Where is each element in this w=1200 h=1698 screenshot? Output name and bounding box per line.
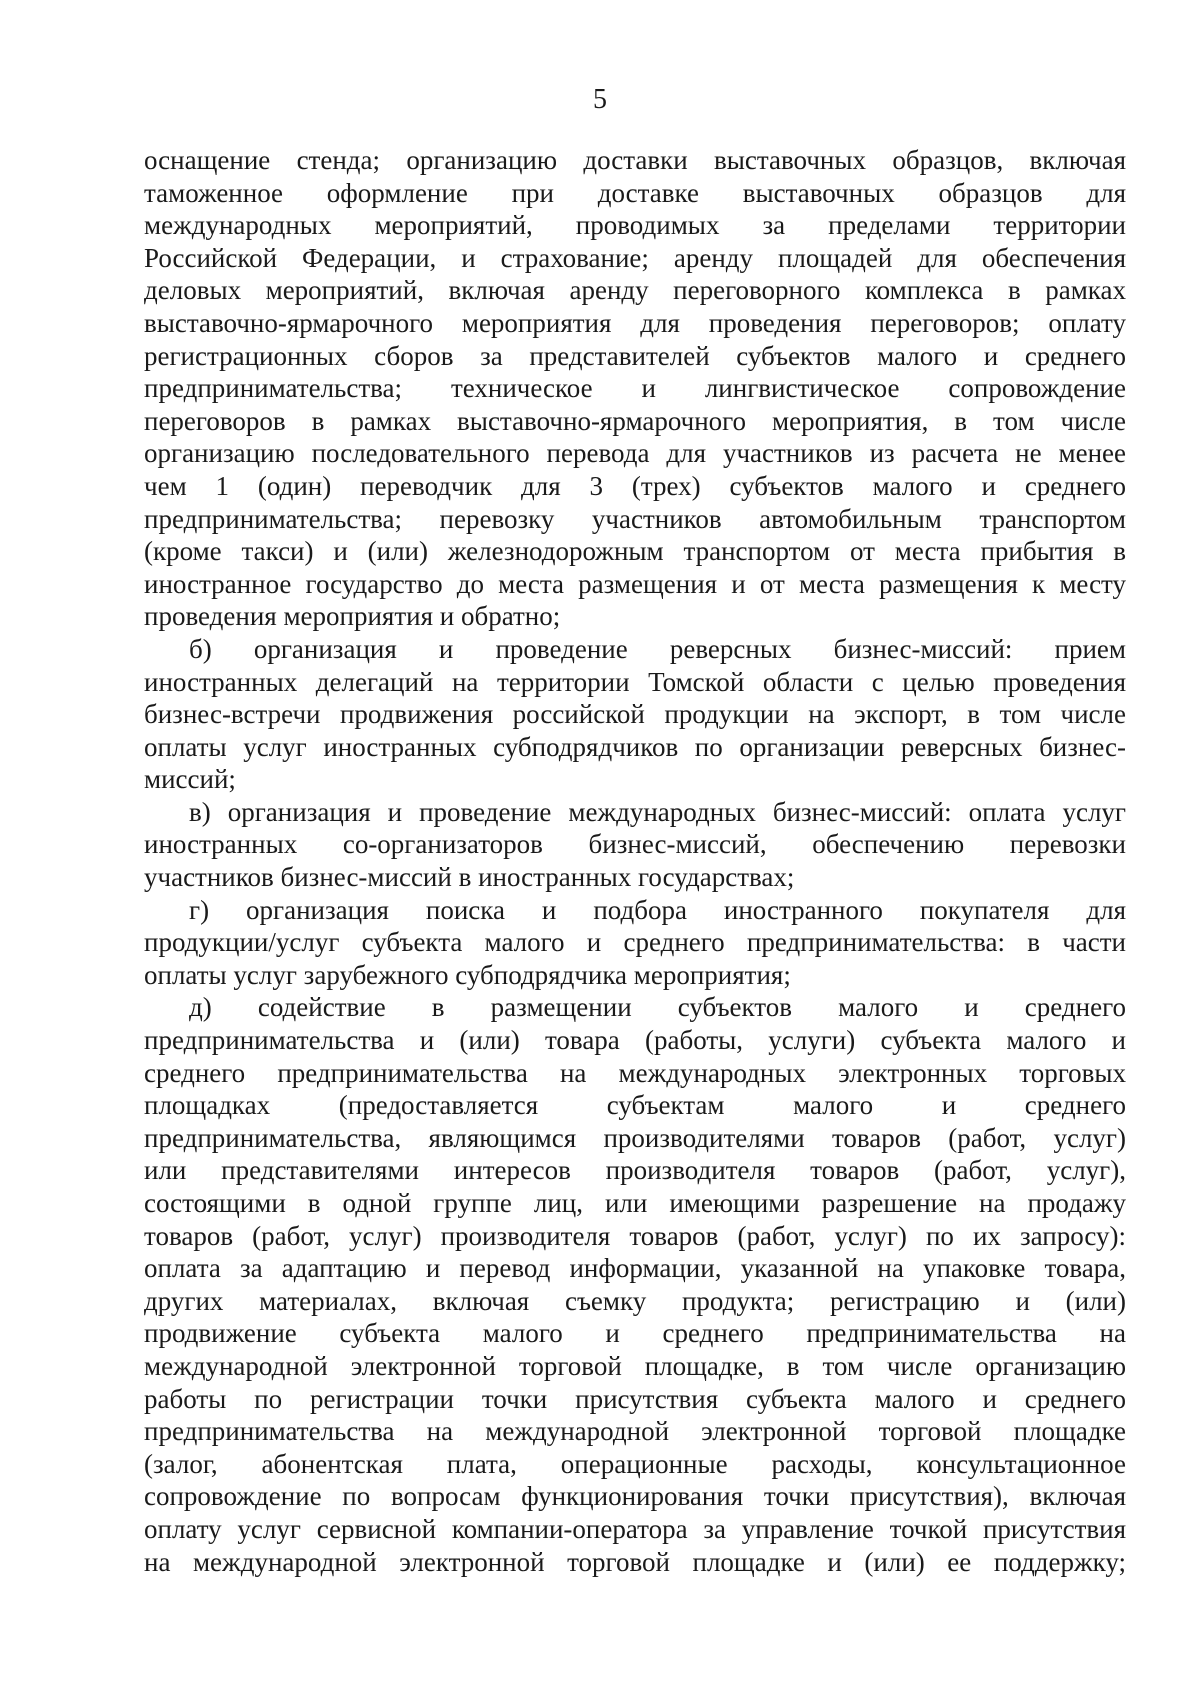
text-line: предпринимательства; перевозку участников автомобильным транспортом: [144, 503, 1126, 534]
text-line: оплату услуг сервисной компании-оператора за управление точкой присутствия: [144, 1513, 1126, 1544]
text-line: регистрационных сборов за представителей субъектов малого и среднего: [144, 340, 1126, 371]
text-line: других материалах, включая съемку продукта; регистрацию и (или): [144, 1285, 1126, 1316]
text-line: состоящими в одной группе лиц, или имеющими разрешение на продажу: [144, 1188, 1126, 1218]
text-line: или представителями интересов производителя товаров (работ, услуг),: [144, 1155, 1126, 1186]
text-line: таможенное оформление при доставке выставочных образцов для: [144, 177, 1126, 208]
text-line: предпринимательства; техническое и лингвистическое сопровождение: [144, 373, 1126, 404]
text-line: г) организация поиска и подбора иностранного покупателя для: [189, 894, 1126, 925]
text-line: работы по регистрации точки присутствия субъекта малого и среднего: [144, 1383, 1126, 1414]
text-line: участников бизнес-миссий в иностранных государствах;: [144, 862, 795, 893]
text-line: среднего предпринимательства на международных электронных торговых: [144, 1057, 1126, 1088]
text-line: предпринимательства на международной электронной торговой площадке: [144, 1416, 1126, 1447]
text-line: иностранное государство до места размещения и от места размещения к месту: [144, 568, 1126, 599]
text-line: оплаты услуг иностранных субподрядчиков по организации реверсных бизнес-: [144, 731, 1126, 762]
text-line: бизнес-встречи продвижения российской продукции на экспорт, в том числе: [144, 699, 1126, 730]
text-line: оснащение стенда; организацию доставки выставочных образцов, включая: [144, 145, 1126, 175]
text-line: чем 1 (один) переводчик для 3 (трех) субъектов малого и среднего: [144, 470, 1126, 501]
text-line: выставочно-ярмарочного мероприятия для проведения переговоров; оплату: [144, 307, 1126, 338]
text-line: переговоров в рамках выставочно-ярмарочного мероприятия, в том числе: [144, 405, 1126, 436]
text-line: международных мероприятий, проводимых за пределами территории: [144, 210, 1126, 241]
text-line: организацию последовательного перевода для участников из расчета не менее: [144, 438, 1126, 469]
text-line: предпринимательства и (или) товара (работы, услуги) субъекта малого и: [144, 1025, 1126, 1056]
text-line: иностранных со-организаторов бизнес-миссий, обеспечению перевозки: [144, 829, 1126, 860]
text-line: в) организация и проведение международных бизнес-миссий: оплата услуг: [189, 796, 1126, 827]
text-line: д) содействие в размещении субъектов малого и среднего: [189, 992, 1126, 1023]
text-line: сопровождение по вопросам функционирования точки присутствия), включая: [144, 1481, 1126, 1512]
text-line: продвижение субъекта малого и среднего предпринимательства на: [144, 1318, 1126, 1349]
document-body: [144, 144, 1126, 1578]
page-number: 5: [593, 84, 607, 115]
text-line: проведения мероприятия и обратно;: [144, 601, 561, 632]
text-line: оплата за адаптацию и перевод информации, указанной на упаковке товара,: [144, 1253, 1126, 1284]
text-line: миссий;: [144, 764, 236, 795]
text-line: продукции/услуг субъекта малого и среднего предпринимательства: в части: [144, 927, 1126, 958]
text-line: на международной электронной торговой площадке и (или) ее поддержку;: [144, 1546, 1126, 1577]
text-line: (залог, абонентская плата, операционные расходы, консультационное: [144, 1448, 1126, 1479]
text-line: Российской Федерации, и страхование; аренду площадей для обеспечения: [144, 242, 1126, 273]
text-line: международной электронной торговой площадке, в том числе организацию: [144, 1350, 1126, 1381]
text-line: б) организация и проведение реверсных бизнес-миссий: прием: [189, 633, 1126, 664]
text-line: предпринимательства, являющимся производителями товаров (работ, услуг): [144, 1122, 1126, 1153]
text-line: товаров (работ, услуг) производителя товаров (работ, услуг) по их запросу):: [144, 1220, 1126, 1251]
text-line: площадках (предоставляется субъектам малого и среднего: [144, 1090, 1126, 1121]
text-line: иностранных делегаций на территории Томской области с целью проведения: [144, 666, 1126, 697]
text-line: оплаты услуг зарубежного субподрядчика мероприятия;: [144, 959, 791, 990]
text-line: (кроме такси) и (или) железнодорожным транспортом от места прибытия в: [144, 536, 1126, 567]
text-line: деловых мероприятий, включая аренду переговорного комплекса в рамках: [144, 275, 1126, 306]
